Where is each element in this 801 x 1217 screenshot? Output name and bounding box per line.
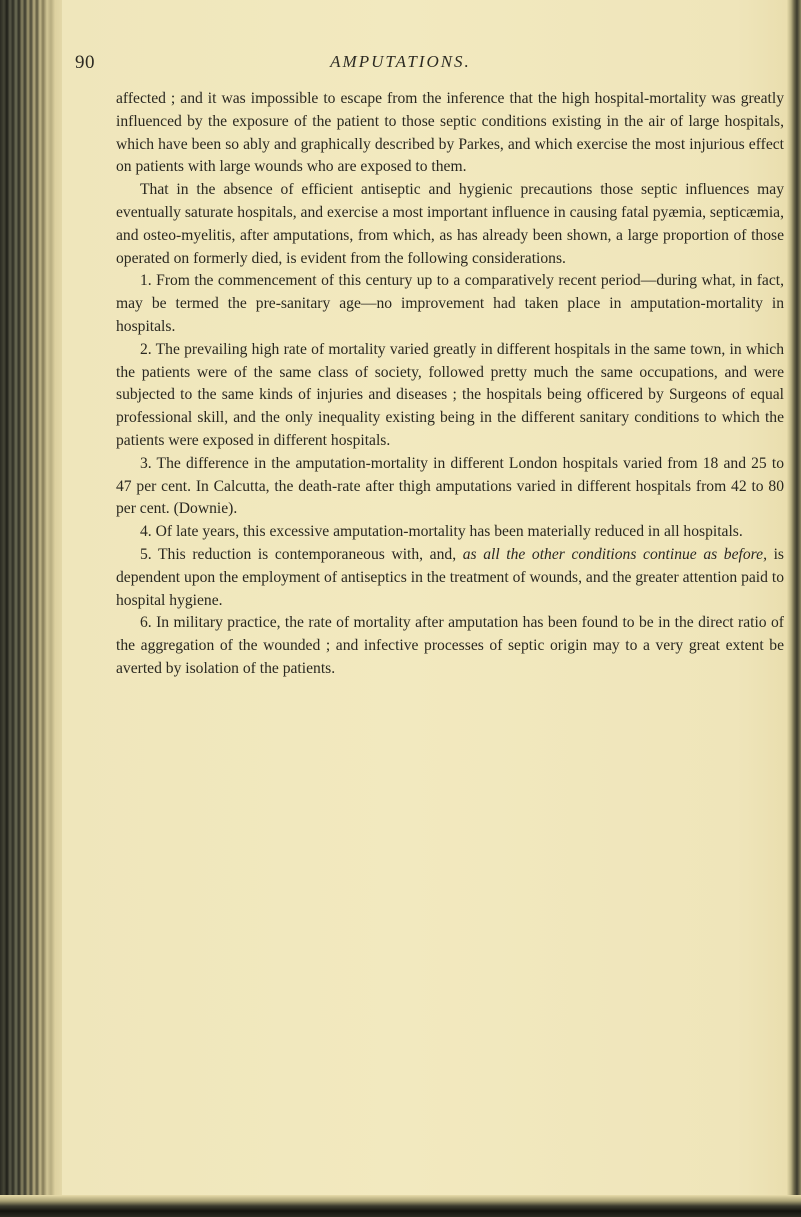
page-number: 90	[75, 52, 95, 73]
body-text	[116, 88, 784, 681]
numbered-paragraph: 2. The prevailing high rate of mortality varied greatly in different hospitals in the same town, in which the patients were of the same class of society, followed pretty much the same occupations, and were subjected to the same kinds of injuries and diseases ; the hospitals being officered by Surgeons of equal professional skill, and the only inequality existing being in the different sanitary conditions to which the patients were exposed in different hospitals.	[116, 340, 784, 449]
page-bottom-edge	[0, 1195, 801, 1217]
page-right-edge	[787, 0, 801, 1217]
running-title: AMPUTATIONS.	[330, 52, 471, 71]
italic-phrase: as all the other conditions continue as before,	[462, 545, 767, 563]
numbered-paragraph: 3. The difference in the amputation-mortality in different London hospitals varied from 18 and 25 to 47 per cent. In Calcutta, the death-rate after thigh amputations varied in different hospitals from 42 to 80 per cent. (Downie).	[116, 454, 784, 518]
running-head	[0, 52, 801, 78]
paragraph: That in the absence of efficient antiseptic and hygienic precautions those septic influences may eventually saturate hospitals, and exercise a most important influence in causing fatal pyæmia, septicæmia, and osteo-myelitis, after amputations, from which, as has already been shown, a large proportion of those operated on formerly died, is evident from the following considerations.	[116, 181, 784, 267]
paragraph-text: 5. This reduction is contemporaneous with, and,	[140, 545, 463, 563]
numbered-paragraph: 1. From the commencement of this century up to a comparatively recent period—during what, in fact, may be termed the pre-sanitary age—no improvement had taken place in amputation-mortality in hospitals.	[116, 272, 784, 335]
numbered-paragraph	[116, 544, 784, 612]
binding-edge	[0, 0, 62, 1217]
paragraph: affected ; and it was impossible to escape from the inference that the high hospital-mortality was greatly influenced by the exposure of the patient to those septic conditions existing in the air of large hospitals, which have been so ably and graphically described by Parkes, and which exercise the most injurious effect on patients with large wounds who are exposed to them.	[116, 90, 784, 176]
paragraph-text: is dependent upon the employment of antiseptics in the treatment of wounds, and the greater attention paid to hospital hygiene.	[116, 545, 784, 609]
numbered-paragraph: 4. Of late years, this excessive amputation-mortality has been materially reduced in all hospitals.	[140, 523, 743, 541]
numbered-paragraph: 6. In military practice, the rate of mortality after amputation has been found to be in the direct ratio of the aggregation of the wounded ; and infective processes of septic origin may to a very great extent be averted by isolation of the patients.	[116, 614, 784, 677]
